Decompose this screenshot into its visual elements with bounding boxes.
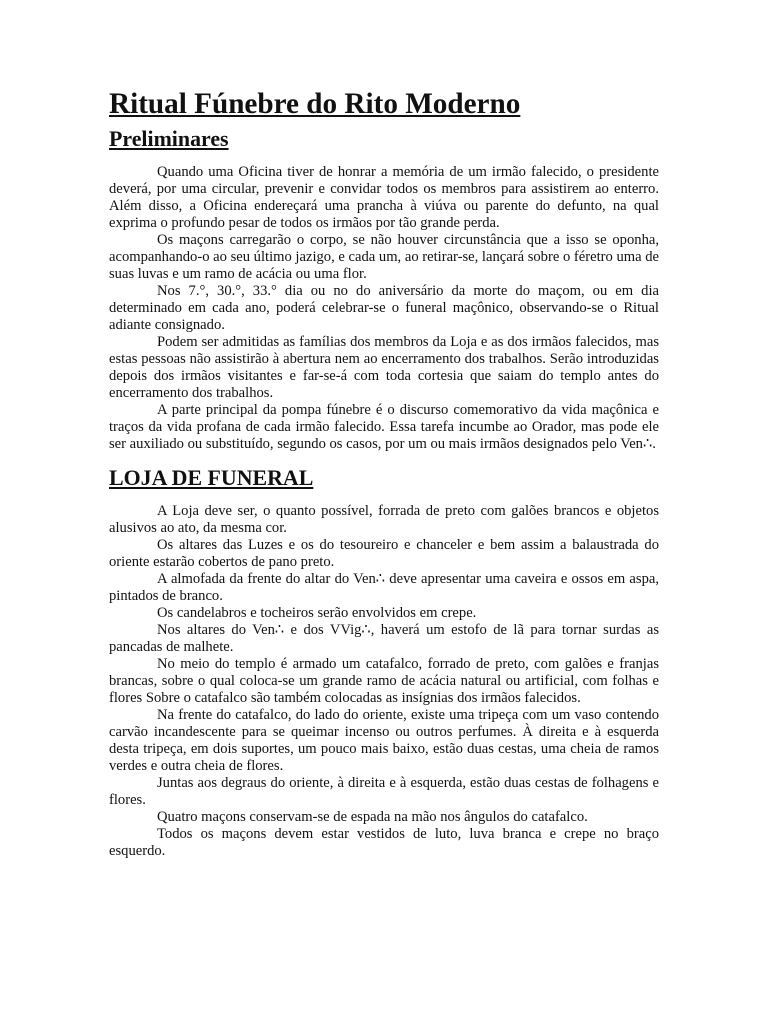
paragraph: Podem ser admitidas as famílias dos membros da Loja e as dos irmãos falecidos, mas estas pessoas não assistirão à abertura nem ao encerramento dos trabalhos. Serão introduzidas depois dos irmãos visitantes e far-se-á com toda cortesia que saiam do templo antes do encerramento dos trabalhos. [109,334,659,401]
paragraph: Nos 7.°, 30.°, 33.° dia ou no do aniversário da morte do maçom, ou em dia determinado em cada ano, poderá celebrar-se o funeral maçônico, observando-se o Ritual adiante consignado. [109,283,659,333]
paragraph: A almofada da frente do altar do Ven∴ deve apresentar uma caveira e ossos em aspa, pintados de branco. [109,571,659,604]
paragraph: Os candelabros e tocheiros serão envolvidos em crepe. [157,605,477,621]
paragraph: Os altares das Luzes e os do tesoureiro e chanceler e bem assim a balaustrada do oriente estarão cobertos de pano preto. [109,537,659,570]
preliminares-body [109,164,659,453]
paragraph: Na frente do catafalco, do lado do oriente, existe uma tripeça com um vaso contendo carvão incandescente para se queimar incenso ou outros perfumes. À direita e à esquerda desta tripeça, em dois suportes, um pouco mais baixo, estão duas cestas, uma cheia de ramos verdes e outra cheia de flores. [109,707,659,774]
paragraph: Todos os maçons devem estar vestidos de luto, luva branca e crepe no braço esquerdo. [109,826,659,859]
section-heading-loja-de-funeral: LOJA DE FUNERAL [109,465,314,490]
paragraph: Os maçons carregarão o corpo, se não houver circunstância que a isso se oponha, acompanhando-o ao seu último jazigo, e cada um, ao retirar-se, lançará sobre o féretro uma de suas luvas e um ramo de acácia ou uma flor. [109,232,659,282]
document-title: Ritual Fúnebre do Rito Moderno [109,88,521,120]
paragraph: Nos altares do Ven∴ e dos VVig∴, haverá um estofo de lã para tornar surdas as pancadas de malhete. [109,622,659,655]
paragraph: A Loja deve ser, o quanto possível, forrada de preto com galões brancos e objetos alusivos ao ato, da mesma cor. [109,503,659,536]
document-page [109,88,659,860]
paragraph: Juntas aos degraus do oriente, à direita e à esquerda, estão duas cestas de folhagens e flores. [109,775,659,808]
paragraph: No meio do templo é armado um catafalco, forrado de preto, com galões e franjas brancas, sobre o qual coloca-se um grande ramo de acácia natural ou artificial, com folhas e flores Sobre o catafalco são também colocadas as insígnias dos irmãos falecidos. [109,656,659,706]
paragraph: A parte principal da pompa fúnebre é o discurso comemorativo da vida maçônica e traços da vida profana de cada irmão falecido. Essa tarefa incumbe ao Orador, mas pode ele ser auxiliado ou substituído, segundo os casos, por um ou mais irmãos designados pelo Ven∴. [109,402,659,452]
section-heading-preliminares: Preliminares [109,126,229,151]
loja-de-funeral-body [109,503,659,860]
paragraph: Quando uma Oficina tiver de honrar a memória de um irmão falecido, o presidente deverá, por uma circular, prevenir e convidar todos os membros para assistirem ao enterro. Além disso, a Oficina endereçará uma prancha à viúva ou parente do defunto, na qual exprima o profundo pesar de todos os irmãos por tão grande perda. [109,164,659,231]
paragraph: Quatro maçons conservam-se de espada na mão nos ângulos do catafalco. [157,809,588,825]
